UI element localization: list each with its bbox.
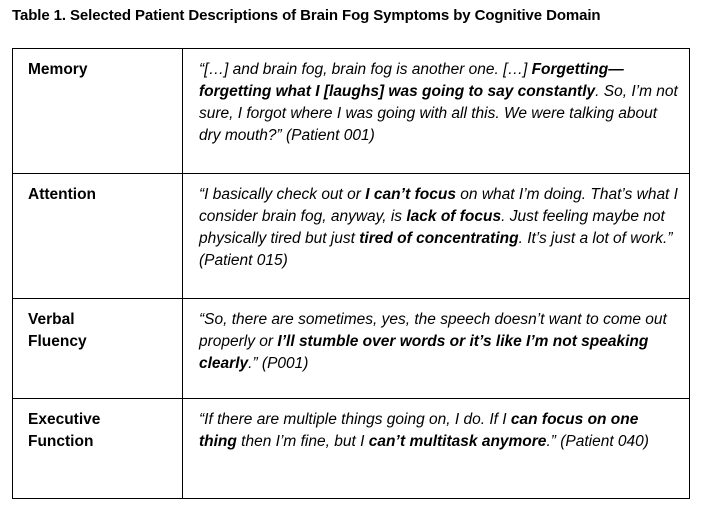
domain-label-line: Fluency bbox=[28, 333, 87, 350]
quote-text: “[…] and brain fog, brain fog is another one. […] bbox=[199, 61, 532, 78]
domain-label-line: Verbal bbox=[28, 311, 75, 328]
quote-text: .” (P001) bbox=[248, 355, 309, 372]
emphasized-phrase: lack of focus bbox=[406, 208, 502, 225]
quote-text: . So, I’m not sure, I forgot where I was going with all this. We were talking about dry mouth?” (Patient 001) bbox=[199, 83, 678, 144]
quote-text: “So, there are sometimes, yes, the speech doesn’t want to come out properly or bbox=[199, 311, 667, 350]
quote-text: .” (Patient 040) bbox=[546, 433, 649, 450]
patient-quote bbox=[199, 186, 678, 269]
patient-quote-cell bbox=[183, 399, 690, 499]
cognitive-domain-cell bbox=[13, 49, 183, 174]
table-row bbox=[13, 299, 690, 399]
emphasized-phrase: tired of concentrating bbox=[359, 230, 519, 247]
quote-text: “If there are multiple things going on, I do. If I bbox=[199, 411, 511, 428]
emphasized-phrase: Forgetting—forgetting what I [laughs] was going to say constantly bbox=[199, 61, 624, 100]
table-row bbox=[13, 49, 690, 174]
emphasized-phrase: can focus on one thing bbox=[199, 411, 639, 450]
patient-quote-cell bbox=[183, 299, 690, 399]
patient-quote bbox=[199, 411, 649, 450]
cognitive-domain-cell bbox=[13, 399, 183, 499]
cognitive-domain-cell bbox=[13, 174, 183, 299]
quote-text: . It’s just a lot of work.” (Patient 015) bbox=[199, 230, 673, 269]
quote-text: “I basically check out or bbox=[199, 186, 366, 203]
emphasized-phrase: can’t multitask anymore bbox=[368, 433, 547, 450]
patient-quote bbox=[199, 61, 678, 144]
quote-text: then I’m fine, but I bbox=[236, 433, 369, 450]
patient-quote bbox=[199, 311, 667, 372]
symptom-table bbox=[12, 48, 690, 499]
quote-text: on what I’m doing. That’s what I consider brain fog, anyway, is bbox=[199, 186, 678, 225]
patient-quote-cell bbox=[183, 49, 690, 174]
cognitive-domain-cell bbox=[13, 299, 183, 399]
quote-text: . Just feeling maybe not physically tired but just bbox=[199, 208, 665, 247]
domain-label: Memory bbox=[28, 61, 88, 78]
table-row bbox=[13, 399, 690, 499]
table-caption: Table 1. Selected Patient Descriptions of Brain Fog Symptoms by Cognitive Domain bbox=[12, 7, 601, 24]
patient-quote-cell bbox=[183, 174, 690, 299]
emphasized-phrase: I’ll stumble over words or it’s like I’m not speaking clearly bbox=[199, 333, 649, 372]
emphasized-phrase: I can’t focus bbox=[365, 186, 456, 203]
domain-label-line: Executive bbox=[28, 411, 101, 428]
table-row bbox=[13, 174, 690, 299]
domain-label-line: Function bbox=[28, 433, 94, 450]
domain-label: Attention bbox=[28, 186, 97, 203]
